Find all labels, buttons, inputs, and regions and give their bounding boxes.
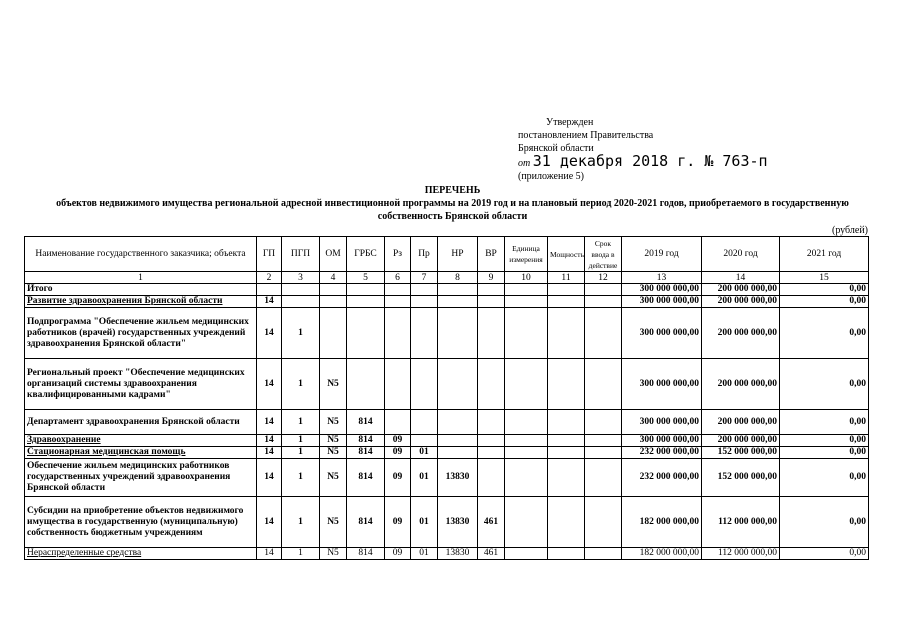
cell-term (585, 359, 622, 410)
cell-y2020: 200 000 000,00 (702, 359, 780, 410)
cell-vr (478, 308, 505, 359)
column-number: 2 (257, 272, 282, 284)
cell-grbs: 814 (347, 459, 385, 497)
cell-unit (505, 296, 548, 308)
header-cell: ГП (257, 237, 282, 272)
cell-y2019: 182 000 000,00 (622, 497, 702, 548)
column-number: 8 (438, 272, 478, 284)
cell-pr: 01 (411, 447, 438, 459)
cell-grbs (347, 296, 385, 308)
cell-om: N5 (320, 435, 347, 447)
cell-unit (505, 284, 548, 296)
cell-gp: 14 (257, 548, 282, 560)
cell-om: N5 (320, 497, 347, 548)
cell-gp: 14 (257, 296, 282, 308)
cell-pr (411, 308, 438, 359)
header-cell: Срок ввода в действие (585, 237, 622, 272)
cell-pgp: 1 (282, 447, 320, 459)
cell-y2021: 0,00 (780, 548, 869, 560)
cell-om (320, 284, 347, 296)
cell-power (548, 308, 585, 359)
cell-y2019: 300 000 000,00 (622, 296, 702, 308)
cell-pgp: 1 (282, 435, 320, 447)
table-row (25, 497, 869, 548)
cell-power (548, 359, 585, 410)
cell-pgp: 1 (282, 308, 320, 359)
column-number-row (25, 272, 869, 284)
cell-name: Стационарная медицинская помощь (25, 447, 257, 459)
column-number: 4 (320, 272, 347, 284)
cell-y2019: 300 000 000,00 (622, 435, 702, 447)
document-subtitle-line-1: объектов недвижимого имущества региональной адресной инвестиционной программы на 2019 год и на плановый период 2020-2021 годов, приобретаемого в государственную (56, 198, 849, 209)
cell-nr (438, 284, 478, 296)
cell-term (585, 459, 622, 497)
cell-power (548, 447, 585, 459)
table-row (25, 308, 869, 359)
cell-term (585, 447, 622, 459)
cell-gp: 14 (257, 435, 282, 447)
cell-pr: 01 (411, 548, 438, 560)
cell-nr (438, 359, 478, 410)
table-row (25, 447, 869, 459)
cell-term (585, 284, 622, 296)
cell-unit (505, 459, 548, 497)
cell-y2019: 232 000 000,00 (622, 459, 702, 497)
cell-rz (385, 308, 411, 359)
cell-y2021: 0,00 (780, 308, 869, 359)
cell-gp: 14 (257, 359, 282, 410)
cell-unit (505, 410, 548, 435)
cell-om (320, 296, 347, 308)
cell-rz: 09 (385, 497, 411, 548)
cell-name: Нераспределенные средства (25, 548, 257, 560)
cell-rz: 09 (385, 459, 411, 497)
cell-nr: 13830 (438, 548, 478, 560)
cell-y2021: 0,00 (780, 284, 869, 296)
cell-name: Субсидии на приобретение объектов недвижимого имущества в государственную (муниципальную) собственность бюджетным учреждениям (25, 497, 257, 548)
cell-unit (505, 497, 548, 548)
document-subtitle-line-2: собственность Брянской области (377, 211, 528, 222)
approval-date-handwritten: 31 декабря 2018 г. № 763-п (532, 152, 768, 170)
cell-term (585, 410, 622, 435)
column-number: 14 (702, 272, 780, 284)
cell-gp: 14 (257, 459, 282, 497)
header-cell: 2021 год (780, 237, 869, 272)
cell-y2020: 152 000 000,00 (702, 459, 780, 497)
cell-unit (505, 548, 548, 560)
cell-y2020: 200 000 000,00 (702, 296, 780, 308)
cell-pgp (282, 284, 320, 296)
header-cell: ОМ (320, 237, 347, 272)
cell-y2020: 112 000 000,00 (702, 548, 780, 560)
cell-pgp: 1 (282, 497, 320, 548)
cell-gp: 14 (257, 410, 282, 435)
cell-power (548, 459, 585, 497)
cell-grbs: 814 (347, 497, 385, 548)
cell-vr (478, 410, 505, 435)
cell-rz (385, 284, 411, 296)
approval-date-prefix: от (518, 158, 531, 169)
header-cell: 2019 год (622, 237, 702, 272)
header-cell: Рз (385, 237, 411, 272)
cell-grbs: 814 (347, 548, 385, 560)
column-number: 1 (25, 272, 257, 284)
cell-name: Развитие здравоохранения Брянской области (25, 296, 257, 308)
cell-y2020: 112 000 000,00 (702, 497, 780, 548)
cell-y2021: 0,00 (780, 447, 869, 459)
table-row (25, 284, 869, 296)
cell-pgp: 1 (282, 548, 320, 560)
column-number: 6 (385, 272, 411, 284)
cell-nr (438, 410, 478, 435)
column-number: 13 (622, 272, 702, 284)
cell-power (548, 284, 585, 296)
table-row (25, 296, 869, 308)
cell-pgp: 1 (282, 359, 320, 410)
cell-nr (438, 296, 478, 308)
column-number: 3 (282, 272, 320, 284)
column-number: 9 (478, 272, 505, 284)
approval-line-2: постановлением Правительства (518, 130, 654, 141)
approval-block (518, 116, 768, 183)
cell-vr: 461 (478, 548, 505, 560)
cell-om: N5 (320, 447, 347, 459)
cell-y2021: 0,00 (780, 435, 869, 447)
header-cell: ВР (478, 237, 505, 272)
cell-name: Обеспечение жильем медицинских работников государственных учреждений здравоохранения Брянской области (25, 459, 257, 497)
cell-pr: 01 (411, 497, 438, 548)
cell-pr (411, 410, 438, 435)
cell-name: Здравоохранение (25, 435, 257, 447)
cell-om: N5 (320, 359, 347, 410)
cell-y2021: 0,00 (780, 296, 869, 308)
document-title: ПЕРЕЧЕНЬ (424, 185, 481, 196)
cell-nr: 13830 (438, 459, 478, 497)
cell-power (548, 410, 585, 435)
cell-name: Итого (25, 284, 257, 296)
approval-date (518, 152, 768, 170)
header-cell: Мощность (548, 237, 585, 272)
header-cell: ГРБС (347, 237, 385, 272)
header-cell: Единица измерения (505, 237, 548, 272)
cell-om: N5 (320, 548, 347, 560)
cell-term (585, 497, 622, 548)
cell-gp: 14 (257, 308, 282, 359)
table-row (25, 359, 869, 410)
cell-grbs (347, 359, 385, 410)
cell-power (548, 435, 585, 447)
cell-power (548, 296, 585, 308)
cell-unit (505, 359, 548, 410)
cell-y2021: 0,00 (780, 497, 869, 548)
header-row (25, 237, 869, 272)
investment-table (24, 236, 869, 560)
cell-vr (478, 459, 505, 497)
cell-vr (478, 447, 505, 459)
cell-nr: 13830 (438, 497, 478, 548)
cell-gp (257, 284, 282, 296)
cell-pgp: 1 (282, 459, 320, 497)
cell-term (585, 548, 622, 560)
cell-nr (438, 435, 478, 447)
table-row (25, 435, 869, 447)
cell-nr (438, 308, 478, 359)
cell-y2019: 300 000 000,00 (622, 284, 702, 296)
cell-om: N5 (320, 459, 347, 497)
cell-gp: 14 (257, 497, 282, 548)
cell-pgp (282, 296, 320, 308)
cell-om: N5 (320, 410, 347, 435)
cell-y2021: 0,00 (780, 459, 869, 497)
column-number: 15 (780, 272, 869, 284)
cell-name: Департамент здравоохранения Брянской области (25, 410, 257, 435)
approval-appendix: (приложение 5) (518, 171, 584, 182)
column-number: 5 (347, 272, 385, 284)
cell-y2021: 0,00 (780, 410, 869, 435)
column-number: 12 (585, 272, 622, 284)
header-cell: Наименование государственного заказчика; объекта (25, 237, 257, 272)
cell-pr (411, 296, 438, 308)
cell-rz (385, 296, 411, 308)
cell-grbs: 814 (347, 435, 385, 447)
cell-vr (478, 359, 505, 410)
header-cell: ПГП (282, 237, 320, 272)
header-cell: Пр (411, 237, 438, 272)
cell-y2019: 182 000 000,00 (622, 548, 702, 560)
header-cell: НР (438, 237, 478, 272)
cell-vr (478, 296, 505, 308)
cell-y2020: 200 000 000,00 (702, 410, 780, 435)
cell-y2019: 300 000 000,00 (622, 308, 702, 359)
cell-grbs (347, 308, 385, 359)
cell-nr (438, 447, 478, 459)
cell-term (585, 435, 622, 447)
cell-name: Региональный проект "Обеспечение медицинских организаций системы здравоохранения квалифицированными кадрами" (25, 359, 257, 410)
cell-y2021: 0,00 (780, 359, 869, 410)
cell-rz (385, 359, 411, 410)
cell-pr (411, 435, 438, 447)
cell-y2020: 200 000 000,00 (702, 284, 780, 296)
approval-line-3: Брянской области (518, 143, 594, 154)
cell-y2019: 232 000 000,00 (622, 447, 702, 459)
cell-om (320, 308, 347, 359)
cell-y2020: 152 000 000,00 (702, 447, 780, 459)
header-cell: 2020 год (702, 237, 780, 272)
column-number: 11 (548, 272, 585, 284)
table-row (25, 459, 869, 497)
cell-term (585, 308, 622, 359)
cell-y2019: 300 000 000,00 (622, 410, 702, 435)
cell-y2020: 200 000 000,00 (702, 435, 780, 447)
unit-label: (рублей) (831, 225, 868, 236)
column-number: 7 (411, 272, 438, 284)
cell-grbs: 814 (347, 447, 385, 459)
cell-pr: 01 (411, 459, 438, 497)
cell-unit (505, 447, 548, 459)
cell-grbs: 814 (347, 410, 385, 435)
cell-vr (478, 284, 505, 296)
cell-name: Подпрограмма "Обеспечение жильем медицинских работников (врачей) государственных учреждений здравоохранения Брянской области" (25, 308, 257, 359)
cell-y2020: 200 000 000,00 (702, 308, 780, 359)
cell-pr (411, 284, 438, 296)
cell-unit (505, 308, 548, 359)
cell-grbs (347, 284, 385, 296)
column-number: 10 (505, 272, 548, 284)
cell-pr (411, 359, 438, 410)
cell-y2019: 300 000 000,00 (622, 359, 702, 410)
cell-vr (478, 435, 505, 447)
table-row (25, 410, 869, 435)
cell-rz: 09 (385, 548, 411, 560)
cell-rz (385, 410, 411, 435)
cell-unit (505, 435, 548, 447)
cell-power (548, 548, 585, 560)
cell-pgp: 1 (282, 410, 320, 435)
table-row (25, 548, 869, 560)
cell-rz: 09 (385, 435, 411, 447)
cell-gp: 14 (257, 447, 282, 459)
cell-rz: 09 (385, 447, 411, 459)
cell-term (585, 296, 622, 308)
approval-title: Утвержден (546, 117, 594, 128)
cell-vr: 461 (478, 497, 505, 548)
cell-power (548, 497, 585, 548)
